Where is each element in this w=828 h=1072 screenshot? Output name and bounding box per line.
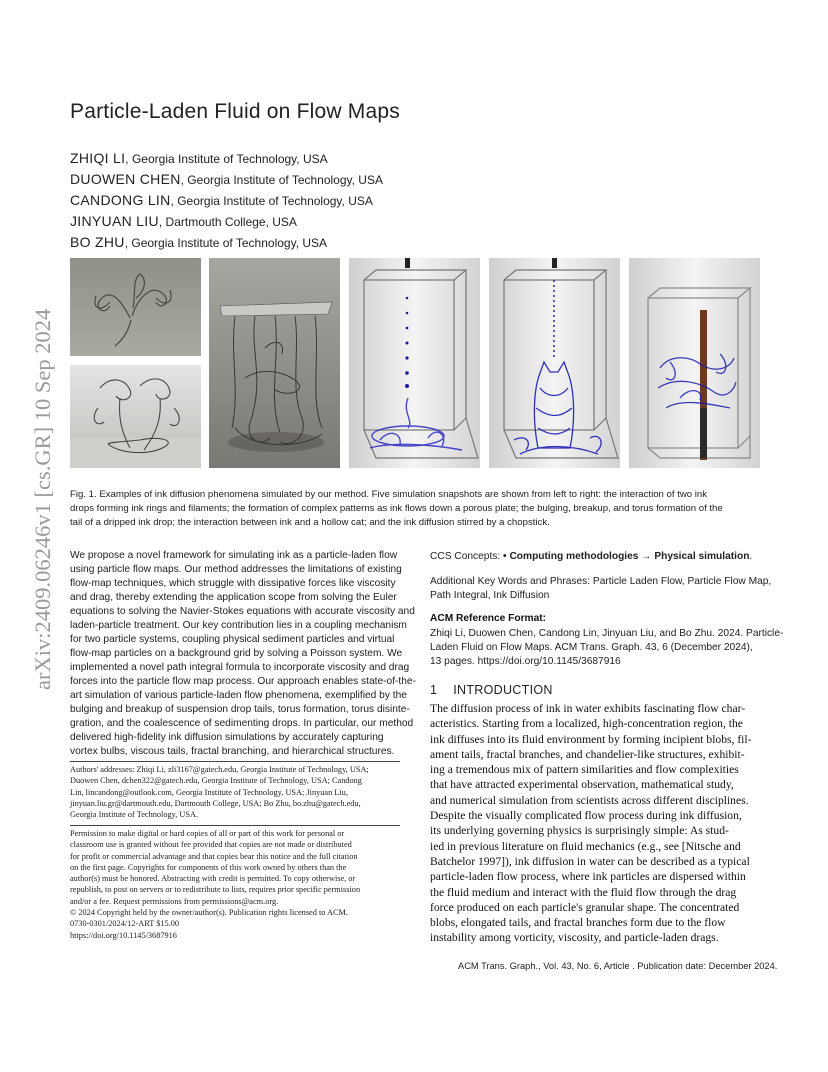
author-line [70,213,383,234]
divider [70,761,400,762]
issn-line: 0730-0301/2024/12-ART $15.00 [70,919,180,929]
intro-line: ament tails, fractal branches, and chandelier-like structures, exhibit- [430,747,745,761]
intro-line: ink diffuses into its fluid environment by forming incipient blobs, fil- [430,732,752,746]
permission-line: Permission to make digital or hard copies of all or part of this work for personal or [70,829,345,838]
intro-line: particle-laden flow process, where ink particles are dispersed within [430,870,746,884]
intro-line: The diffusion process of ink in water exhibits fascinating flow char- [430,702,746,715]
section-title: INTRODUCTION [453,683,553,697]
keywords-line: Additional Key Words and Phrases: Particle Laden Flow, Particle Flow Map, [430,576,772,587]
author-affiliation: , Dartmouth College, USA [158,215,297,229]
arxiv-id: arXiv:2409.06246v1 [cs.GR] 10 Sep 2024 [30,308,55,690]
page-footer: ACM Trans. Graph., Vol. 43, No. 6, Article . Publication date: December 2024. [458,961,778,971]
abstract-line: We propose a novel framework for simulating ink as a particle-laden flow [70,550,398,561]
keywords-line: Path Integral, Ink Diffusion [430,590,550,601]
address-line: Georgia Institute of Technology, USA. [70,810,199,820]
doi-line: https://doi.org/10.1145/3687916 [70,930,177,940]
author-line [70,234,383,255]
abstract-line: laden-particle treatment. Our key contribution lies in a coupling mechanism [70,620,407,631]
author-name: BO ZHU [70,234,125,250]
reference-line: 13 pages. https://doi.org/10.1145/3687916 [430,656,621,667]
permission-line: for profit or commercial advantage and that copies bear this notice and the full citation [70,851,358,861]
divider [70,825,400,826]
introduction-text [430,701,760,946]
author-name: CANDONG LIN [70,192,171,208]
snapshot-two-drops-bottom [70,365,201,468]
figure-caption [70,488,760,530]
permission-line: author(s) must be honored. Abstracting with credit is permitted. To copy otherwise, or [70,874,356,884]
intro-line: its underlying governing physics is surprisingly simple: As stud- [430,824,729,838]
figure-1 [70,258,760,468]
paper-title: Particle-Laden Fluid on Flow Maps [70,100,400,123]
abstract-line: bulging and breakup of suspension drop tails, torus formation, torus disinte- [70,704,410,715]
snapshot-porous-plate [209,258,340,468]
abstract-line: implemented a novel path integral formula to incorporate viscosity and drag [70,662,410,673]
author-affiliation: , Georgia Institute of Technology, USA [170,194,373,208]
ccs-end: . [749,551,753,562]
caption-line: drops forming ink rings and filaments; the formation of complex patterns as ink flows down a porous plate; the bulging, breakup, and torus formation of the [70,503,723,514]
permission-line: classroom use is granted without fee provided that copies are not made or distributed [70,840,352,850]
ccs-value: • Computing methodologies → Physical simulation [503,551,750,562]
author-affiliation: , Georgia Institute of Technology, USA [124,236,328,250]
reference-line: Zhiqi Li, Duowen Chen, Candong Lin, Jinyuan Liu, and Bo Zhu. 2024. Particle- [430,628,784,639]
author-name: ZHIQI LI [70,150,126,166]
permission-line: on the first page. Copyrights for components of this work owned by others than the [70,862,347,872]
address-line: Duowen Chen, dchen322@gatech.edu, Georgia Institute of Technology, USA; Candong [70,776,362,786]
author-name: DUOWEN CHEN [70,171,181,187]
intro-line: ied in previous literature on fluid mechanics (e.g., see [Nitsche and [430,839,741,853]
snapshot-dripped-drop [349,258,480,468]
arxiv-stamp [6,250,66,690]
author-list [70,150,383,255]
copyright-line: © 2024 Copyright held by the owner/author(s). Publication rights licensed to ACM. [70,908,348,918]
author-line [70,192,383,213]
caption-line: Fig. 1. Examples of ink diffusion phenomena simulated by our method. Five simulation snapshots are shown from left to right: the interaction of two ink [70,489,708,500]
abstract-line: flow-map particles on a background grid by solving a Poisson system. We [70,648,403,659]
abstract [70,549,416,759]
ccs-concepts [430,551,760,562]
intro-line: the fluid medium and interact with the fluid flow through the drag [430,885,737,899]
abstract-line: equations to solving the Navier-Stokes equations with accurate viscosity and [70,606,415,617]
abstract-line: for two particle systems, coupling physical sediment particles and virtual [70,634,395,645]
reference-format-heading: ACM Reference Format: [430,613,547,624]
snapshot-hollow-cat [489,258,620,468]
abstract-line: and drag, thereby extending the application scope from solving the Euler [70,592,397,603]
intro-line: Despite the visually complicated flow process during ink diffusion, [430,809,742,823]
intro-line: ing a tremendous mix of pattern similarities and flow complexities [430,763,739,777]
abstract-line: flow-map techniques, which struggle with dissipative forces like viscosity [70,578,396,589]
abstract-line: gration, and the coalescence of sedimenting drops. In particular, our method [70,718,414,729]
author-name: JINYUAN LIU [70,213,159,229]
author-line [70,150,383,171]
caption-line: tail of a dripped ink drop; the interaction between ink and a hollow cat; and the ink diffusion stirred by a chopstick. [70,517,550,528]
intro-line: instability among vorticity, viscosity, and particle-laden drags. [430,931,719,945]
permission-notice [70,828,400,941]
abstract-line: vortex bulbs, viscous tails, fractal branching, and hierarchical structures. [70,746,395,757]
address-line: jinyuan.liu.gr@dartmouth.edu, Dartmouth College, USA; Bo Zhu, bo.zhu@gatech.edu, [70,798,361,808]
intro-line: blobs, elongated tails, and fractal branches form due to the flow [430,916,726,930]
section-heading [430,683,760,697]
abstract-line: forces into the particle flow map process. Our approach enables state-of-the- [70,676,416,687]
intro-line: Batchelor 1997]), ink diffusion in water can be described as a typical [430,854,750,868]
ccs-label: CCS Concepts: [430,551,504,562]
reference-line: Laden Fluid on Flow Maps. ACM Trans. Graph. 43, 6 (December 2024), [430,642,753,653]
section-number: 1 [430,683,438,697]
reference-format [430,627,784,669]
intro-line: and numerical simulation from scientists across different disciplines. [430,793,749,807]
intro-line: force produced on each particle's granular shape. The concentrated [430,900,740,914]
author-affiliation: , Georgia Institute of Technology, USA [180,173,383,187]
author-affiliation: , Georgia Institute of Technology, USA [125,152,328,166]
abstract-line: using particle flow maps. Our method addresses the limitations of existing [70,564,402,575]
intro-line: that have attracted experimental observation, mathematical study, [430,778,734,792]
intro-line: acteristics. Starting from a localized, high-concentration region, the [430,717,743,731]
author-line [70,171,383,192]
abstract-line: art simulation of various particle-laden flow phenomena, exemplified by the [70,690,407,701]
author-addresses [70,764,400,820]
permission-line: republish, to post on servers or to redistribute to lists, requires prior specific permission [70,885,361,895]
address-line: Authors' addresses: Zhiqi Li, zli3167@gatech.edu, Georgia Institute of Technology, USA; [70,765,369,774]
address-line: Lin, lincandong@outlook.com, Georgia Institute of Technology, USA; Jinyuan Liu, [70,787,348,797]
keywords [430,575,772,603]
snapshot-chopstick [629,258,760,468]
snapshot-two-drops-top [70,258,201,356]
permission-line: and/or a fee. Request permissions from permissions@acm.org. [70,896,279,906]
abstract-line: delivered high-fidelity ink diffusion simulations by accurately capturing [70,732,384,743]
